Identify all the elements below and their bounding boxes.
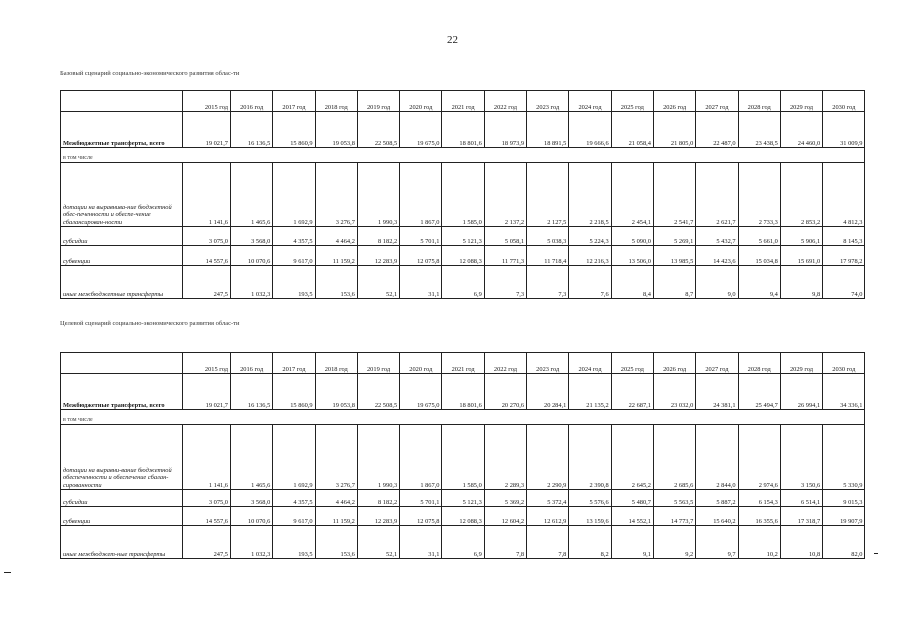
value-cell: 1 990,3 [357,163,399,227]
value-cell: 31,1 [400,266,442,299]
value-cell: 5 372,4 [527,490,569,507]
row-label: субвенции [61,507,183,526]
value-cell: 5 701,1 [400,490,442,507]
year-header: 2022 год [484,91,526,112]
total-value-cell: 18 801,6 [442,374,484,410]
total-value-cell: 20 284,1 [527,374,569,410]
value-cell: 3 568,0 [231,490,273,507]
total-value-cell: 19 021,7 [183,374,231,410]
header-corner-cell [61,91,183,112]
value-cell: 6 154,3 [738,490,780,507]
value-cell: 5 563,5 [653,490,695,507]
value-cell: 5 887,2 [696,490,738,507]
year-header: 2030 год [823,91,865,112]
year-header: 2018 год [315,353,357,374]
year-header: 2026 год [653,353,695,374]
total-value-cell: 22 487,0 [696,112,738,148]
value-cell: 4 357,5 [273,227,315,246]
year-header: 2029 год [780,353,822,374]
value-cell: 5 369,2 [484,490,526,507]
value-cell: 9,0 [696,266,738,299]
year-header: 2019 год [357,353,399,374]
row-label: иные межбюджетные трансферты [61,266,183,299]
year-header: 2018 год [315,91,357,112]
value-cell: 5 432,7 [696,227,738,246]
value-cell: 2 645,2 [611,425,653,490]
table-row [61,266,865,299]
total-value-cell: 19 675,0 [400,112,442,148]
year-header: 2025 год [611,353,653,374]
table-row [61,425,865,490]
total-value-cell: 23 032,0 [653,374,695,410]
year-header: 2023 год [527,91,569,112]
value-cell: 1 141,6 [183,163,231,227]
row-label: дотации на выравнива-ние бюджетной обес-печенности и обеспе-чение сбалансирован-ности [61,163,183,227]
total-value-cell: 18 891,5 [527,112,569,148]
row-label: субсидии [61,490,183,507]
table-row [61,507,865,526]
value-cell: 1 032,3 [231,266,273,299]
total-value-cell: 15 860,9 [273,374,315,410]
value-cell: 12 075,8 [400,246,442,266]
value-cell: 2 137,2 [484,163,526,227]
total-value-cell: 19 666,6 [569,112,611,148]
subheader-label: в том числе [61,148,865,163]
subheader-row [61,410,865,425]
value-cell: 2 974,6 [738,425,780,490]
value-cell: 7,6 [569,266,611,299]
year-header-2015: 2015 год [183,353,231,374]
value-cell: 1 692,9 [273,425,315,490]
year-header: 2021 год [442,91,484,112]
year-header: 2017 год [273,353,315,374]
value-cell: 17 318,7 [780,507,822,526]
table-1-caption: Базовый сценарий социально-экономического развития облас-ти [60,70,240,77]
value-cell: 2 289,3 [484,425,526,490]
year-header: 2027 год [696,353,738,374]
value-cell: 8,4 [611,266,653,299]
year-header: 2026 год [653,91,695,112]
year-header: 2029 год [780,91,822,112]
value-cell: 52,1 [357,266,399,299]
value-cell: 12 075,8 [400,507,442,526]
value-cell: 10 070,6 [231,246,273,266]
value-cell: 5 480,7 [611,490,653,507]
value-cell: 7,8 [484,526,526,559]
value-cell: 14 552,1 [611,507,653,526]
value-cell: 12 612,9 [527,507,569,526]
value-cell: 11 159,2 [315,246,357,266]
total-value-cell: 25 494,7 [738,374,780,410]
value-cell: 5 224,3 [569,227,611,246]
value-cell: 52,1 [357,526,399,559]
value-cell: 2 844,0 [696,425,738,490]
value-cell: 8 182,2 [357,227,399,246]
year-header: 2016 год [231,353,273,374]
value-cell: 10,2 [738,526,780,559]
value-cell: 5 038,3 [527,227,569,246]
total-value-cell: 19 053,8 [315,374,357,410]
value-cell: 82,0 [823,526,865,559]
value-cell: 9 015,3 [823,490,865,507]
total-label: Межбюджетные трансферты, всего [61,374,183,410]
value-cell: 1 465,6 [231,163,273,227]
value-cell: 1 585,0 [442,425,484,490]
value-cell: 12 283,9 [357,246,399,266]
value-cell: 3 075,0 [183,227,231,246]
value-cell: 3 276,7 [315,163,357,227]
value-cell: 2 390,8 [569,425,611,490]
year-header: 2025 год [611,91,653,112]
value-cell: 7,3 [527,266,569,299]
value-cell: 1 032,3 [231,526,273,559]
value-cell: 3 075,0 [183,490,231,507]
value-cell: 1 990,3 [357,425,399,490]
year-header: 2024 год [569,91,611,112]
value-cell: 6,9 [442,526,484,559]
table-row [61,163,865,227]
scan-edge-mark-right [874,553,878,554]
total-value-cell: 15 860,9 [273,112,315,148]
value-cell: 14 773,7 [653,507,695,526]
total-value-cell: 24 460,0 [780,112,822,148]
header-corner-cell [61,353,183,374]
value-cell: 2 127,5 [527,163,569,227]
value-cell: 9 617,0 [273,246,315,266]
total-row [61,112,865,148]
value-cell: 1 867,0 [400,163,442,227]
year-header: 2020 год [400,91,442,112]
value-cell: 9,7 [696,526,738,559]
value-cell: 6,9 [442,266,484,299]
header-row [61,91,865,112]
value-cell: 1 867,0 [400,425,442,490]
value-cell: 10 070,6 [231,507,273,526]
year-header: 2028 год [738,91,780,112]
value-cell: 12 604,2 [484,507,526,526]
row-label: субвенции [61,246,183,266]
value-cell: 12 088,3 [442,246,484,266]
year-header: 2017 год [273,91,315,112]
year-header: 2027 год [696,91,738,112]
page-number: 22 [447,34,458,46]
year-header: 2016 год [231,91,273,112]
total-value-cell: 23 438,5 [738,112,780,148]
total-value-cell: 21 135,2 [569,374,611,410]
value-cell: 8 182,2 [357,490,399,507]
total-value-cell: 22 508,5 [357,374,399,410]
year-header: 2020 год [400,353,442,374]
value-cell: 4 812,3 [823,163,865,227]
value-cell: 13 159,6 [569,507,611,526]
value-cell: 8,2 [569,526,611,559]
total-value-cell: 24 381,1 [696,374,738,410]
total-value-cell: 19 053,8 [315,112,357,148]
scan-edge-mark-left [4,572,11,573]
total-value-cell: 22 508,5 [357,112,399,148]
base-scenario-table [60,90,865,299]
total-value-cell: 19 021,7 [183,112,231,148]
year-header: 2021 год [442,353,484,374]
year-header: 2019 год [357,91,399,112]
value-cell: 17 978,2 [823,246,865,266]
year-header: 2024 год [569,353,611,374]
total-value-cell: 19 675,0 [400,374,442,410]
row-label: субсидии [61,227,183,246]
year-header-2015: 2015 год [183,91,231,112]
value-cell: 12 283,9 [357,507,399,526]
year-header: 2028 год [738,353,780,374]
value-cell: 12 216,3 [569,246,611,266]
table-row [61,526,865,559]
value-cell: 15 640,2 [696,507,738,526]
table-2-caption: Целевой сценарий социально-экономического развития облас-ти [60,320,240,327]
value-cell: 5 269,1 [653,227,695,246]
value-cell: 9,4 [738,266,780,299]
value-cell: 5 090,0 [611,227,653,246]
header-row [61,353,865,374]
value-cell: 5 701,1 [400,227,442,246]
value-cell: 1 141,6 [183,425,231,490]
total-value-cell: 20 270,6 [484,374,526,410]
row-label: иные межбюджет-ные трансферты [61,526,183,559]
value-cell: 74,0 [823,266,865,299]
value-cell: 153,6 [315,266,357,299]
value-cell: 9,1 [611,526,653,559]
value-cell: 2 454,1 [611,163,653,227]
value-cell: 2 621,7 [696,163,738,227]
value-cell: 2 218,5 [569,163,611,227]
value-cell: 4 464,2 [315,490,357,507]
value-cell: 8,7 [653,266,695,299]
value-cell: 8 145,3 [823,227,865,246]
table-row [61,227,865,246]
value-cell: 10,8 [780,526,822,559]
total-value-cell: 16 136,5 [231,374,273,410]
value-cell: 5 121,3 [442,227,484,246]
target-scenario-table [60,352,865,559]
value-cell: 4 357,5 [273,490,315,507]
value-cell: 14 557,6 [183,246,231,266]
value-cell: 1 692,9 [273,163,315,227]
value-cell: 2 733,3 [738,163,780,227]
value-cell: 11 159,2 [315,507,357,526]
value-cell: 9,8 [780,266,822,299]
value-cell: 5 330,9 [823,425,865,490]
value-cell: 5 576,6 [569,490,611,507]
value-cell: 247,5 [183,526,231,559]
value-cell: 14 423,6 [696,246,738,266]
value-cell: 153,6 [315,526,357,559]
value-cell: 3 276,7 [315,425,357,490]
value-cell: 247,5 [183,266,231,299]
value-cell: 1 465,6 [231,425,273,490]
value-cell: 2 290,9 [527,425,569,490]
subheader-label: в том числе [61,410,865,425]
value-cell: 3 150,6 [780,425,822,490]
table-row [61,246,865,266]
year-header: 2022 год [484,353,526,374]
total-value-cell: 22 687,1 [611,374,653,410]
value-cell: 11 771,3 [484,246,526,266]
value-cell: 5 121,3 [442,490,484,507]
value-cell: 7,3 [484,266,526,299]
total-label: Межбюджетные трансферты, всего [61,112,183,148]
total-value-cell: 31 009,9 [823,112,865,148]
value-cell: 2 853,2 [780,163,822,227]
table-row [61,490,865,507]
value-cell: 5 058,1 [484,227,526,246]
value-cell: 15 691,0 [780,246,822,266]
value-cell: 5 906,1 [780,227,822,246]
total-value-cell: 21 805,0 [653,112,695,148]
total-value-cell: 26 994,1 [780,374,822,410]
value-cell: 15 034,8 [738,246,780,266]
total-value-cell: 34 336,1 [823,374,865,410]
row-label: дотации на выравни-вание бюджетной обеспеченности и обеспечение сбалан-сированности [61,425,183,490]
value-cell: 31,1 [400,526,442,559]
value-cell: 16 355,6 [738,507,780,526]
total-value-cell: 16 136,5 [231,112,273,148]
year-header: 2023 год [527,353,569,374]
value-cell: 2 685,6 [653,425,695,490]
value-cell: 1 585,0 [442,163,484,227]
value-cell: 9,2 [653,526,695,559]
value-cell: 7,8 [527,526,569,559]
value-cell: 2 541,7 [653,163,695,227]
value-cell: 13 506,0 [611,246,653,266]
value-cell: 5 661,0 [738,227,780,246]
value-cell: 19 907,9 [823,507,865,526]
value-cell: 193,5 [273,526,315,559]
total-value-cell: 18 973,9 [484,112,526,148]
value-cell: 3 568,0 [231,227,273,246]
value-cell: 4 464,2 [315,227,357,246]
value-cell: 9 617,0 [273,507,315,526]
total-value-cell: 18 801,6 [442,112,484,148]
value-cell: 13 985,5 [653,246,695,266]
subheader-row [61,148,865,163]
total-row [61,374,865,410]
year-header: 2030 год [823,353,865,374]
total-value-cell: 21 058,4 [611,112,653,148]
value-cell: 14 557,6 [183,507,231,526]
value-cell: 6 514,1 [780,490,822,507]
value-cell: 12 088,3 [442,507,484,526]
value-cell: 11 718,4 [527,246,569,266]
value-cell: 193,5 [273,266,315,299]
